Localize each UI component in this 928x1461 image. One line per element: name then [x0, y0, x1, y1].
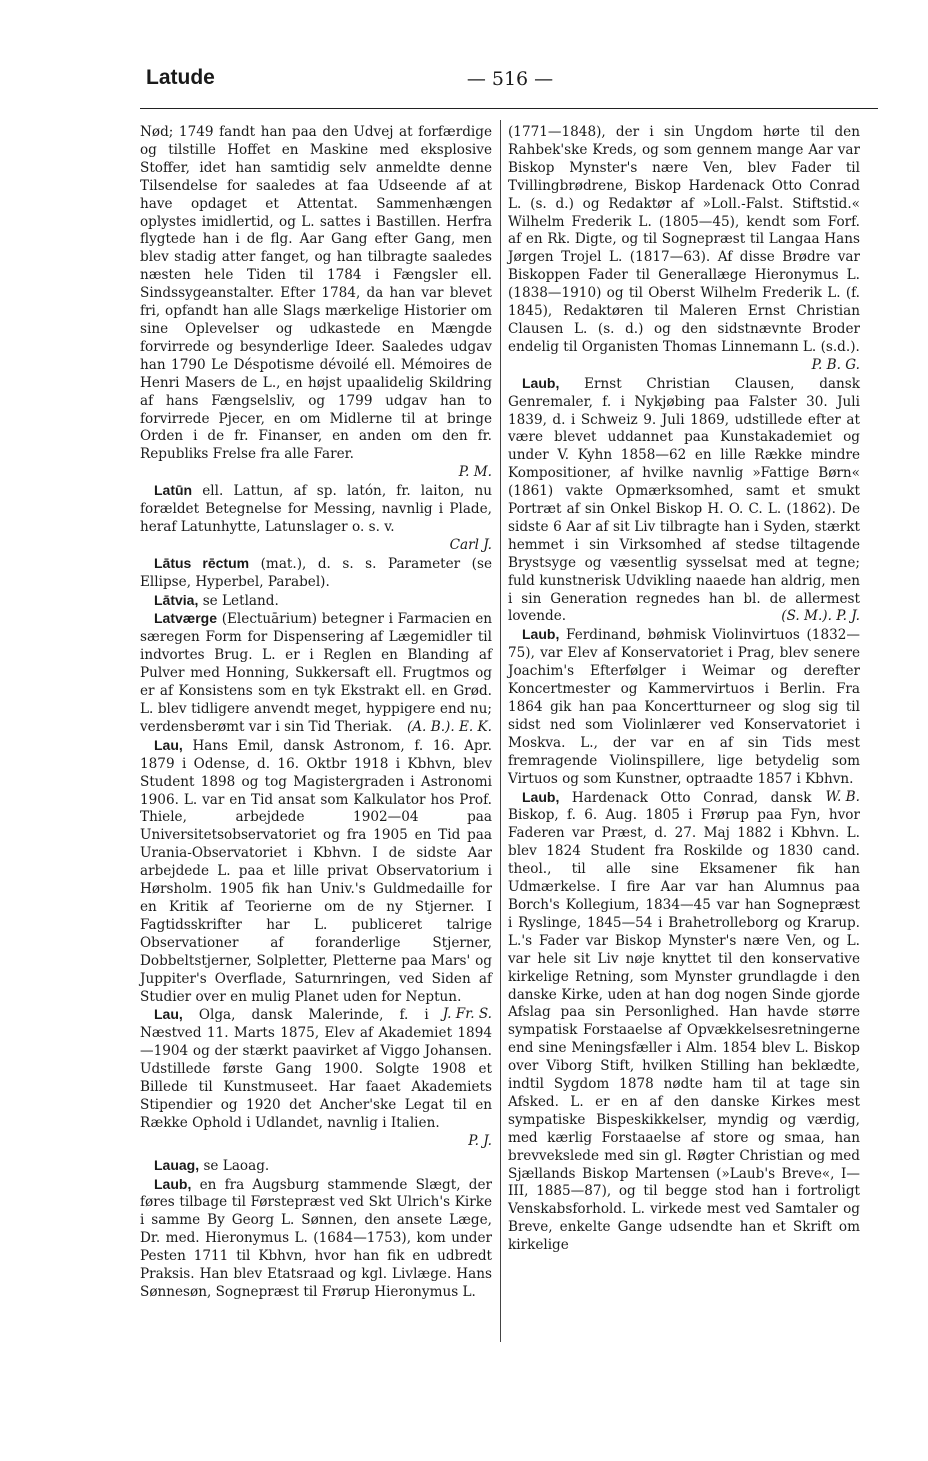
headword: Latūn — [154, 482, 193, 499]
entry-laub-family-continued — [508, 124, 860, 357]
headword: Lau, — [154, 736, 183, 753]
headword: Laub, — [154, 1175, 192, 1192]
entry-text: (Electuārium) betegner i Farmacien en særegen Form for Dispensering af Lægemidler til indvortes Brug. L. er i Reglen en Blanding af Pulver med Honning, Sukkersaft ell. Frugtmos og er af Konsistens som en tyk Ekstrakt ell. en Grød. L. blev tidligere anvendt meget, hyppigere end nu; verdensberømt var i sin Tid Theriak. — [140, 611, 492, 735]
entry-latun — [140, 482, 492, 537]
entry-latvia — [140, 592, 492, 611]
headword: Lauag, — [154, 1156, 200, 1173]
entry-text: se Laoag. — [203, 1157, 270, 1174]
signature: P. J. — [468, 1132, 492, 1149]
signature: (A. B.). E. K. — [406, 718, 492, 735]
entry-laub-ferdinand — [508, 626, 860, 805]
entry-text: (mat.), d. s. s. Parameter (se Ellipse, Hyperbel, Parabel). — [140, 555, 492, 590]
headword: Lātvia, — [154, 591, 199, 608]
headword: Laub, — [522, 374, 560, 391]
entry-text: Ernst Christian Clausen, dansk Genremaler, f. i Nykjøbing paa Falster 30. Juli 1839, d. i Schweiz 9. Juli 1869, udstillede efter at være blevet uddannet paa Kunstakademiet og under V. Kyhn 1858—62 en lille Række mindre Kompositioner, af hvilke navnlig »Fattige Børn« (1861) vakte Opmærksomhed, samt et smukt Portræt af sin Onkel Biskop H. O. C. L. (1862). De sidste 6 Aar af sit Liv tilbragte han i Syden, stærkt hemmet i sin Virksomhed af stedse tiltagende Brystsyge og væsentlig sysselsat med at tegne; fuld kunstnerisk Udvikling naaede han aldrig, men i sin Generation regnedes han bl. de allermest lovende. — [508, 375, 860, 625]
entry-lau-hans-emil — [140, 736, 493, 1023]
entry-laub-family — [140, 1176, 492, 1302]
entry-text: Nød; 1749 fandt han paa den Udvej at forfærdige og tilstille Hoffet en Maskine med eksplosive Stoffer, idet han samtidig selv anmeldte denne Tilsendelse for saaledes at faa Udseende af at have opdaget et Attentat. Sammenhængen oplystes imidlertid, og L. sattes i Bastillen. Herfra flygtede han i de flg. Aar Gang efter Gang, men blev stadig atter fanget, og han tilbragte saaledes næsten hele Tiden til 1784 i Fængsler ell. Sindssygeanstalter. Efter 1784, da han var blevet fri, opfandt han alle Slags mærkelige Historier om sine Oplevelser og udkastede en Mængde forvirrede og besynderlige Ideer. Saaledes udgav han 1790 Le Déspotisme dévoilé ell. Mémoires de Henri Masers de L., en højst upaalidelig Skildring af hans Fængselsliv, og 1799 udgav han to forvirrede Pjecer, en om Midlerne til at bringe Orden i de fr. Finanser, en anden om den fr. Republiks Frelse fra alle Farer. — [140, 124, 492, 463]
entry-text: Hans Emil, dansk Astronom, f. 16. Apr. 1879 i Odense, d. 16. Oktbr 1918 i Kbhvn, blev Student 1898 og tog Magistergraden i Astronomi 1906. L. var en Tid ansat som Kalkulator hos Prof. Thiele, arbejdede 1902—04 paa Universitetsobservatoriet og fra 1905 en Tid paa Urania-Observatoriet i Kbhvn. I de sidste Aar arbejdede L. paa et lille privat Observatorium i Hørsholm. 1905 fik han Univ.'s Guldmedaille for en Kritik af Teorierne om de ny Stjerner. I Fagtidsskrifter har L. publiceret talrige Observationer af foranderlige Stjerner, Dobbeltstjerner, Solpletter, Pletterne paa Mars' og Juppiter's Overflade, Saturnringen, ved Siden af Studier over en mulig Planet uden for Neptun. — [140, 737, 493, 1005]
headword: Latværge — [154, 610, 218, 627]
signature: P. M. — [458, 464, 492, 481]
signature: Carl J. — [449, 536, 492, 553]
signature: J. Fr. S. — [442, 1006, 492, 1023]
entry-text: (1771—1848), der i sin Ungdom hørte til den Rahbek'ske Kreds, og som gennem mange Aar var Biskop Mynster's nære Ven, blev Fader til Tvillingbrødrene, Biskop Hardenack Otto Conrad L. (s. d.) og Redaktør af »Loll.-Falst. Stiftstid.« Wilhelm Frederik L. (1805—45), kendt som Forf. af en Rk. Digte, og til Sognepræst til Langaa Hans Jørgen Trojel L. (1817—63). Af disse Brødre var Biskoppen Fader til Generallæge Hieronymus L. (1838—1910) og til Oberst Wilhelm Frederik L. (f. 1845), Redaktøren til Maleren Ernst Christian Clausen L. (s. d.) og den sidstnævnte Broder endelig til Organisten Thomas Linnemann L. (s.d.). — [508, 124, 860, 355]
page-number: — 516 — — [466, 68, 554, 90]
entry-text: se Letland. — [202, 592, 279, 609]
entry-latvaerge — [140, 610, 492, 736]
entry-laub-ernst — [508, 375, 860, 627]
entry-laub-hardenack — [508, 789, 860, 1256]
left-column — [140, 124, 492, 1302]
headword: Laub, — [522, 626, 560, 643]
entry-text: Ferdinand, bøhmisk Violinvirtuos (1832—75), var Elev af Konservatoriet i Prag, blev senere Joachim's Efterfølger i Weimar og derefter Koncertmester og Kammervirtuos i Berlin. Fra 1864 gik han paa Koncertturneer og slog sig til sidst ned som Violinlærer ved Konservatoriet i Moskva. L., der var en af sin Tids mest fremragende Violinspillere, lige betydelig som Virtuos og som Kunstner, optraadte 1857 i Kbhvn. — [508, 627, 860, 787]
column-divider — [500, 120, 501, 1342]
signature: W. B. — [825, 788, 860, 805]
headword: Lātus rēctum — [154, 554, 250, 571]
right-column — [508, 124, 860, 1255]
entry-text: Olga, dansk Malerinde, f. i Næstved 11. Marts 1875, Elev af Akademiet 1894—1904 og der stærkt paavirket af Viggo Johansen. Udstillede første Gang 1900. Solgte 1908 et Billede til Kunstmuseet. Har faaet Akademiets Stipendier og 1920 det Ancher'ske Legat til en Række Ophold i Udlandet, navnlig i Italien. — [140, 1007, 492, 1131]
header-rule — [140, 108, 878, 109]
entry-text: Hardenack Otto Conrad, dansk Biskop, f. 6. Aug. 1805 i Frørup paa Fyn, hvor Faderen var Præst, d. 27. Maj 1882 i Kbhvn. L. blev 1824 Student fra Roskilde og 1830 cand. theol., til alle sine Eksamener fik han Udmærkelse. I fire Aar var han Alumnus paa Borch's Kollegium, 1834—45 var han Sognepræst i Ryslinge, 1845—54 i Brahetrolleborg og Krarup. L.'s Fader var Biskop Mynster's nære Ven, og L. var hele sit Liv nøje knyttet til den konservative kirkelige Retning, som Mynster grundlagde i den danske Kirke, uden at han dog nogen Sinde gjorde Afslag paa sin Personlighed. Han havde større sympatisk Forstaaelse af Opvækkelsesretningerne end sine Meningsfæller i Alm. 1854 blev L. Biskop over Viborg Stift, hvilken Stilling han beklædte, indtil Sygdom 1878 nødte ham til at tage sin Afsked. L. er en af den danske Kirkes mest sympatiske Bispeskikkelser, myndig og værdig, med kærlig Forstaaelse af store og smaa, han brevvekslede med sin gl. Røgter Christian og med Sjællands Biskop Martensen (»Laub's Breve«, I—III, 1885—87), og til begge stod han i fortroligt Venskabsforhold. L. virkede mest ved Samtaler og Breve, enkelte Gange udsendte han et Skrift om kirkelige — [508, 789, 860, 1254]
headword: Laub, — [522, 788, 560, 805]
entry-lauag — [140, 1157, 492, 1176]
entry-text: ell. Lattun, af sp. latón, fr. laiton, nu forældet Betegnelse for Messing, navnlig i Plade, heraf Latunhytte, Latunslager o. s. v. — [140, 483, 492, 535]
headword: Lau, — [154, 1006, 183, 1023]
entry-latus-rectum — [140, 555, 492, 592]
signature: P. B. G. — [811, 356, 860, 373]
entry-text: en fra Augsburg stammende Slægt, der føres tilbage til Førstepræst ved Skt Ulrich's Kirke i samme By Georg L. Sønnen, den ansete Læge, Dr. med. Hieronymus L. (1684—1753), kom under Pesten 1711 til Kbhvn, hvor han fik en udbredt Praksis. Han blev Etatsraad og kgl. Livlæge. Hans Sønnesøn, Sognepræst til Frørup Hieronymus L. — [140, 1176, 492, 1300]
signature: (S. M.). P. J. — [781, 608, 860, 625]
entry-latude-continued — [140, 124, 492, 464]
entry-lau-olga — [140, 1006, 492, 1132]
running-head: Latude — [146, 66, 215, 89]
